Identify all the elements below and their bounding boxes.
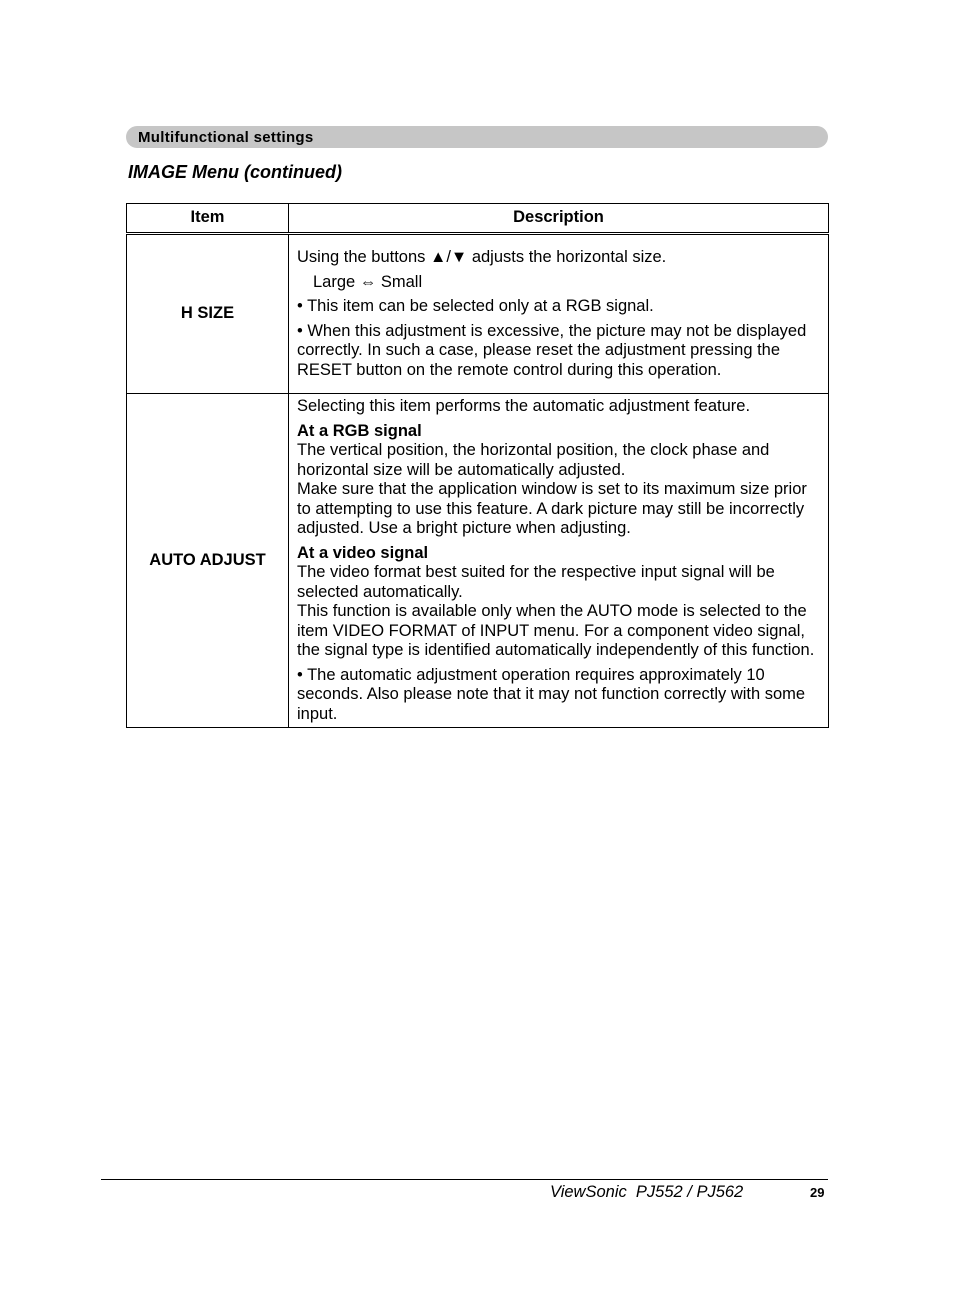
video-signal-text-1: The video format best suited for the respective input signal will be selected automatically. bbox=[297, 563, 775, 601]
page-title: IMAGE Menu (continued) bbox=[128, 162, 342, 182]
image-menu-table bbox=[126, 203, 829, 728]
video-signal-heading: At a video signal bbox=[297, 543, 429, 562]
auto-adjust-note: • The automatic adjustment operation requires approximately 10 seconds. Also please note that it may not function correctly with some input. bbox=[297, 665, 806, 723]
h-size-intro: Using the buttons ▲/▼ adjusts the horizontal size. bbox=[297, 248, 667, 266]
table-header-row bbox=[127, 204, 829, 234]
table-row-h-size bbox=[127, 234, 829, 394]
rgb-signal-text-2: Make sure that the application window is set to its maximum size prior to attempting to use this feature. A dark picture may still be incorrectly adjusted. Use a bright picture when adjusting. bbox=[297, 480, 807, 537]
description-h-size bbox=[289, 234, 829, 394]
video-signal-text-2: This function is available only when the AUTO mode is selected to the item VIDEO FORMAT of INPUT menu. For a component video signal, the signal type is identified automatically independently of this function. bbox=[297, 602, 815, 659]
section-header-bar bbox=[126, 126, 828, 148]
page-number: 29 bbox=[810, 1185, 825, 1200]
column-header-item: Item bbox=[127, 204, 289, 234]
h-size-note-rgb: • This item can be selected only at a RGB signal. bbox=[297, 297, 654, 315]
item-name-auto-adjust: AUTO ADJUST bbox=[127, 394, 289, 728]
section-header-label: Multifunctional settings bbox=[138, 129, 314, 146]
auto-adjust-intro: Selecting this item performs the automatic adjustment feature. bbox=[297, 397, 751, 415]
rgb-signal-heading: At a RGB signal bbox=[297, 421, 422, 440]
h-size-scale: Large ⇔ Small bbox=[313, 272, 423, 291]
footer-brand: ViewSonic PJ552 / PJ562 bbox=[550, 1183, 744, 1201]
column-header-description: Description bbox=[289, 204, 829, 234]
item-name-h-size: H SIZE bbox=[127, 234, 289, 394]
table-row-auto-adjust bbox=[127, 394, 829, 728]
description-auto-adjust bbox=[289, 394, 829, 728]
rgb-signal-text-1: The vertical position, the horizontal position, the clock phase and horizontal size will be automatically adjusted. bbox=[297, 441, 770, 479]
footer-divider bbox=[101, 1179, 828, 1180]
h-size-note-reset: • When this adjustment is excessive, the picture may not be displayed correctly. In such a case, please reset the adjustment pressing the RESET button on the remote control during this operation. bbox=[297, 321, 807, 379]
